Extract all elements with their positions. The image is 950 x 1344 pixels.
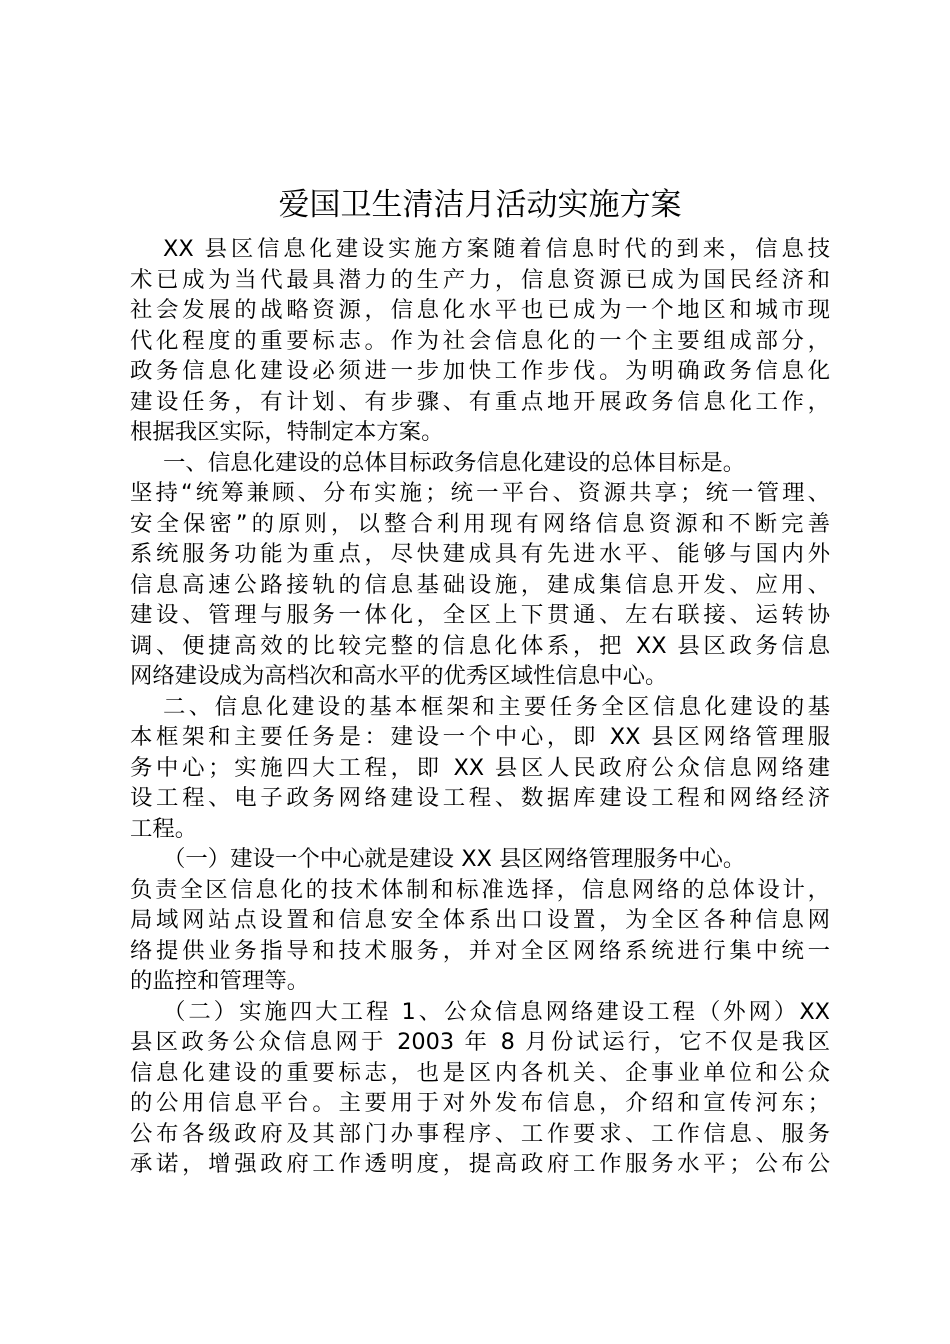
text-line: 网络建设成为高档次和高水平的优秀区域性信息中心。 — [130, 663, 668, 689]
text-line: 负责全区信息化的技术体制和标准选择，信息网络的总体设计， — [130, 876, 830, 903]
document-title: 爱国卫生清洁月活动实施方案 — [278, 187, 682, 223]
text-line: 坚持“统筹兼顾、分布实施；统一平台、资源共享；统一管理、 — [130, 480, 830, 506]
text-line: 二、信息化建设的基本框架和主要任务全区信息化建设的基 — [163, 693, 830, 720]
text-line: 县区政务公众信息网于 2003 年 8 月份试运行，它不仅是我区 — [130, 1029, 830, 1055]
text-line: XX 县区信息化建设实施方案随着信息时代的到来，信息技 — [163, 236, 830, 262]
text-line: 的监控和管理等。 — [130, 968, 310, 994]
document-body — [130, 234, 830, 1180]
text-line: 承诺，增强政府工作透明度，提高政府工作服务水平；公布公 — [130, 1151, 830, 1177]
text-line: 社会发展的战略资源，信息化水平也已成为一个地区和城市现 — [130, 297, 830, 323]
text-line: 代化程度的重要标志。作为社会信息化的一个主要组成部分， — [130, 327, 830, 354]
text-line: 工程。 — [130, 815, 198, 842]
text-line: 政务信息化建设必须进一步加快工作步伐。为明确政务信息化 — [130, 358, 830, 384]
text-line: 建设任务，有计划、有步骤、有重点地开展政务信息化工作， — [130, 388, 830, 415]
text-line: 根据我区实际，特制定本方案。 — [130, 419, 444, 445]
text-line: 局域网站点设置和信息安全体系出口设置，为全区各种信息网 — [130, 907, 830, 933]
text-line: （二）实施四大工程 1、公众信息网络建设工程（外网）XX — [163, 998, 830, 1025]
text-line: 信息化建设的重要标志，也是区内各机关、企事业单位和公众 — [130, 1059, 830, 1086]
text-line: 系统服务功能为重点，尽快建成具有先进水平、能够与国内外 — [130, 541, 830, 567]
text-line: 安全保密”的原则，以整合利用现有网络信息资源和不断完善 — [130, 510, 830, 537]
text-line: 信息高速公路接轨的信息基础设施，建成集信息开发、应用、 — [130, 571, 830, 598]
text-line: 建设、管理与服务一体化，全区上下贯通、左右联接、运转协 — [130, 602, 830, 628]
text-line: 络提供业务指导和技术服务，并对全区网络系统进行集中统一 — [130, 937, 830, 964]
text-line: 一、信息化建设的总体目标政务信息化建设的总体目标是。 — [163, 449, 746, 476]
text-line: 调、便捷高效的比较完整的信息化体系，把 XX 县区政务信息 — [130, 632, 830, 659]
text-line: 本框架和主要任务是：建设一个中心，即 XX 县区网络管理服 — [130, 724, 830, 750]
text-line: 设工程、电子政务网络建设工程、数据库建设工程和网络经济 — [130, 785, 830, 811]
text-line: 务中心；实施四大工程，即 XX 县区人民政府公众信息网络建 — [130, 754, 830, 781]
text-line: 公布各级政府及其部门办事程序、工作要求、工作信息、服务 — [130, 1120, 830, 1147]
text-line: 术已成为当代最具潜力的生产力，信息资源已成为国民经济和 — [130, 266, 830, 293]
text-line: （一）建设一个中心就是建设 XX 县区网络管理服务中心。 — [163, 846, 746, 872]
text-line: 的公用信息平台。主要用于对外发布信息，介绍和宣传河东； — [130, 1090, 830, 1116]
